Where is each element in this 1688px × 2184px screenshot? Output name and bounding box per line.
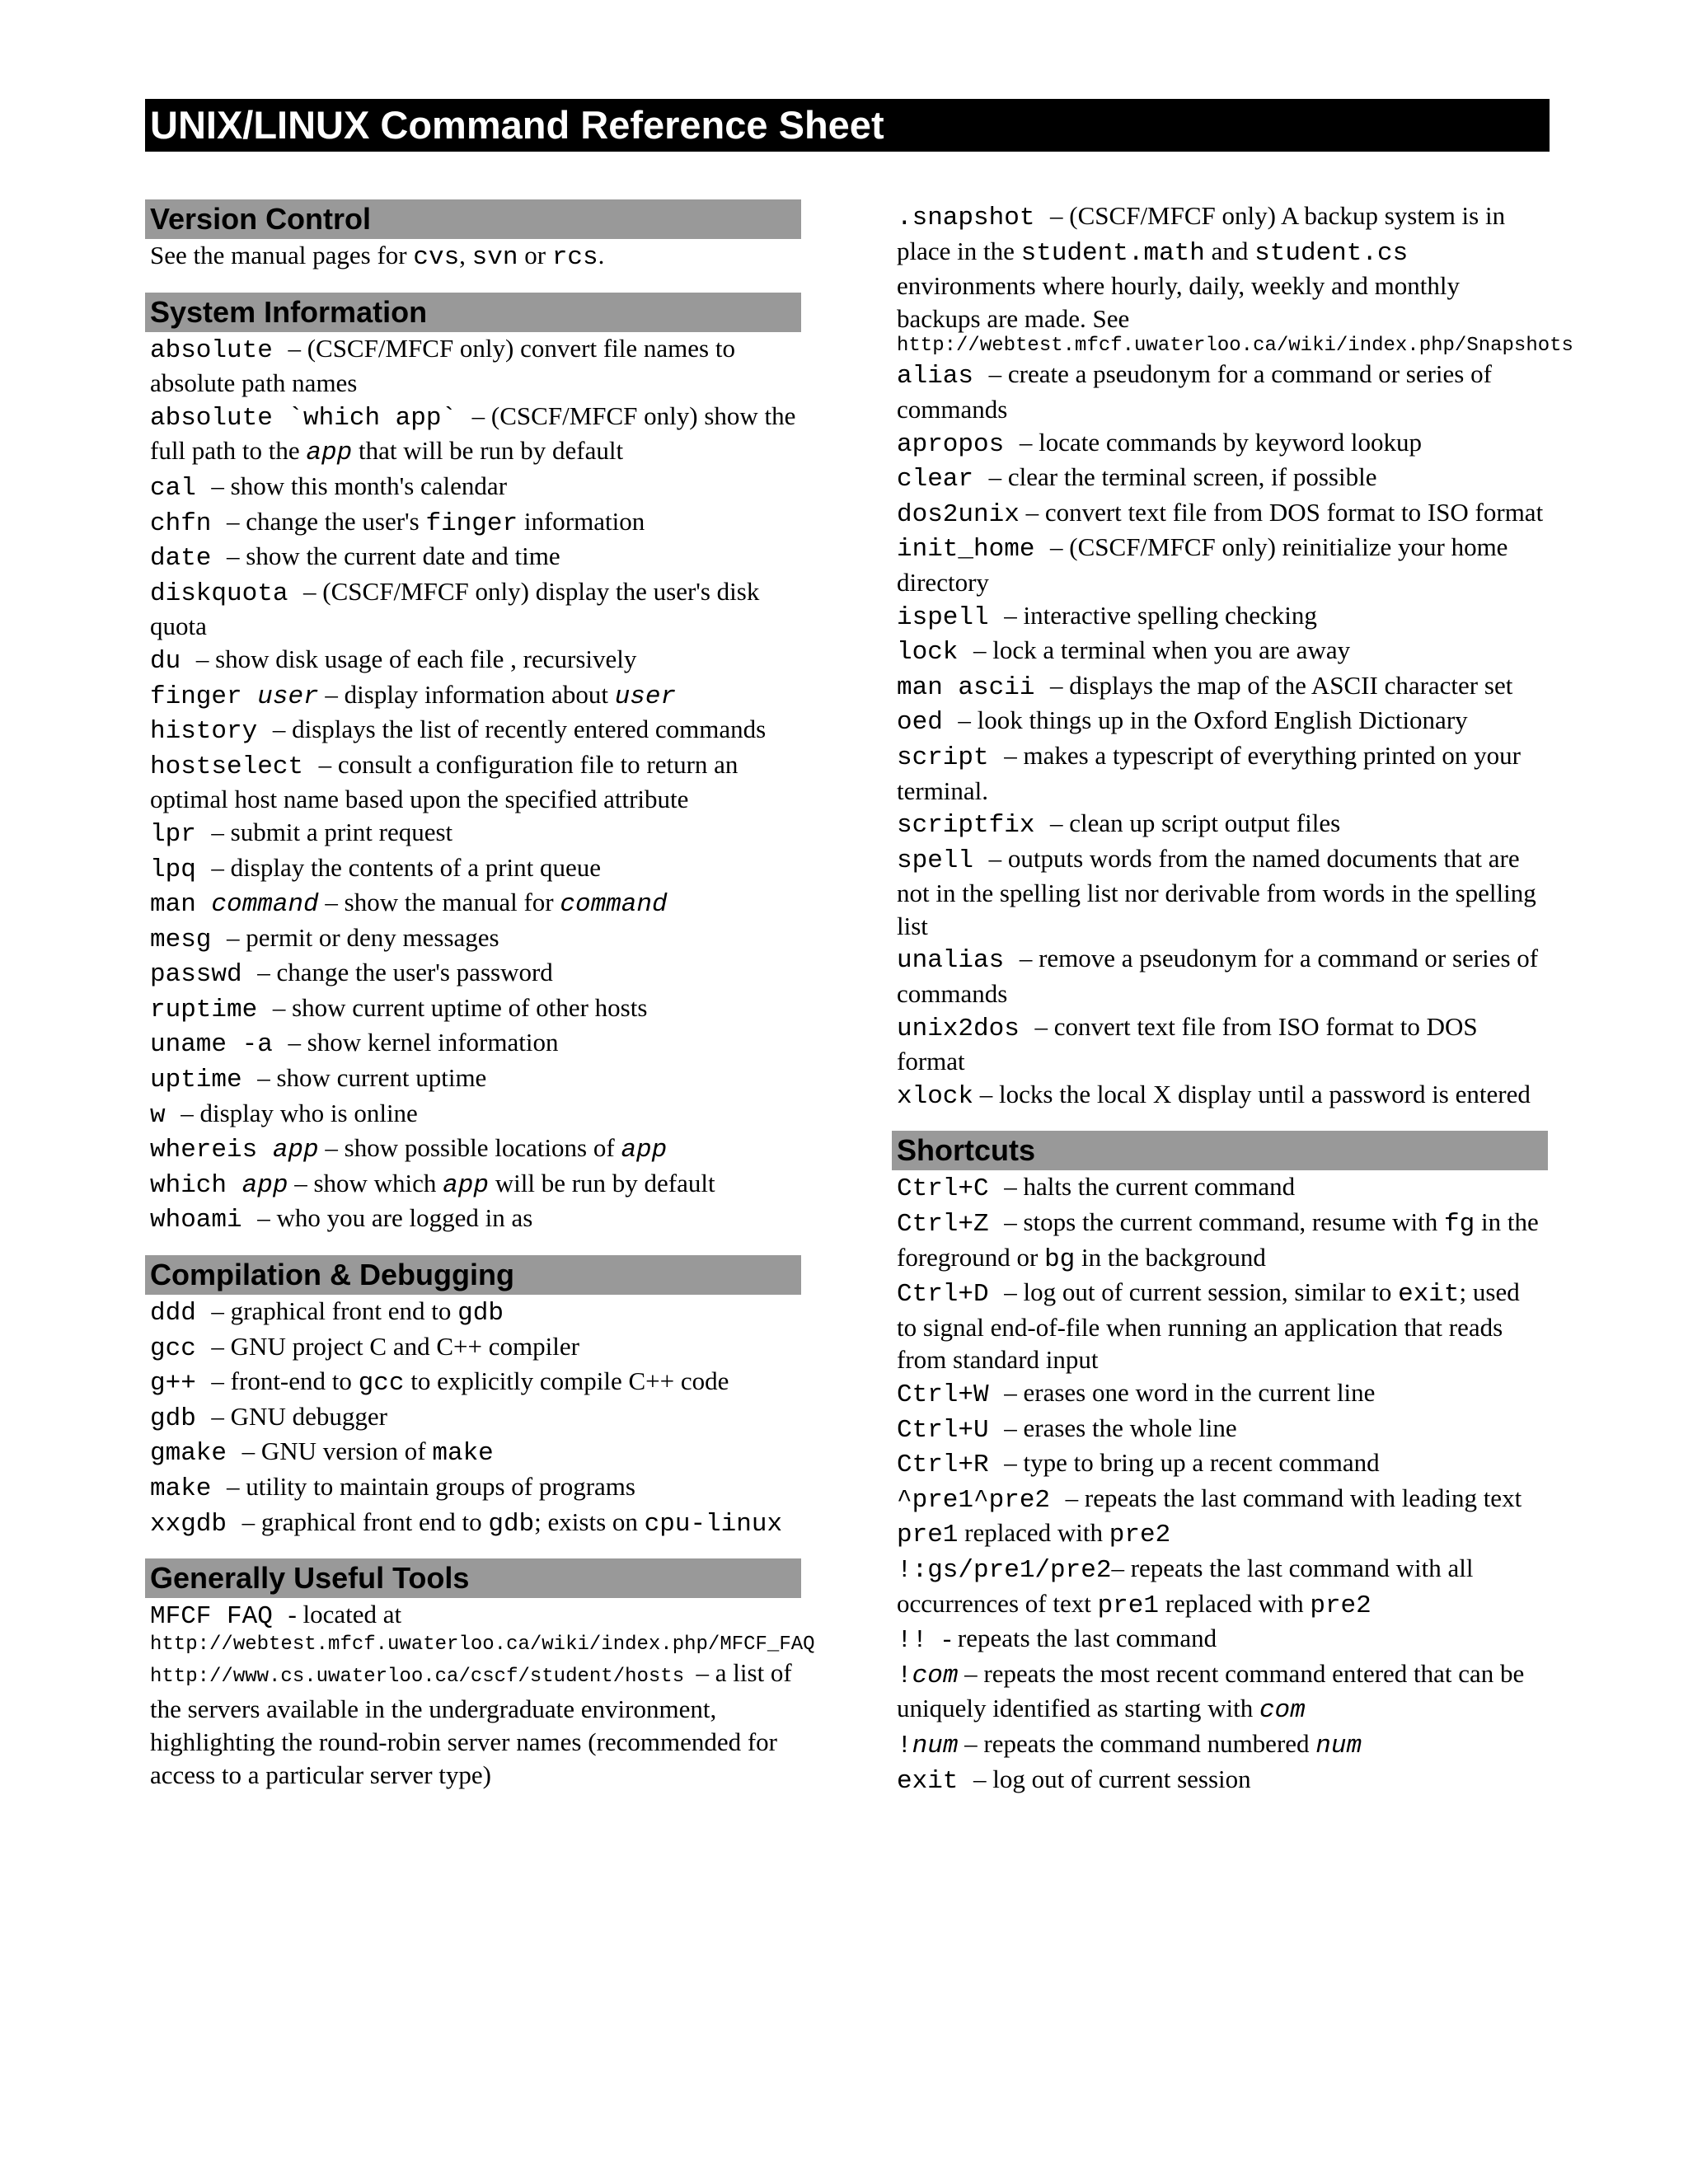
command-entry [892,531,1548,598]
entry-text: – submit a print request [211,817,453,846]
entry-text: – locks the local X display until a password is entered [973,1079,1531,1108]
command-name: mesg [150,925,227,954]
entry-text: – GNU debugger [211,1401,387,1431]
section-heading: Compilation & Debugging [145,1255,801,1295]
entry-text: – show the current date and time [227,541,560,571]
command-entry [145,921,801,957]
entry-text: – (CSCF/MFCF only) show the full path to the [150,401,796,466]
entry-text: – clear the terminal screen, if possible [988,462,1377,492]
entry-text: in the foreground or [897,1207,1539,1272]
command-name: Ctrl+Z [897,1210,1005,1240]
section-heading: Version Control [145,199,801,239]
command-entry [145,1202,801,1237]
entry-text: – display the contents of a print queue [211,852,602,882]
entry-text: replaced with [958,1518,1109,1548]
entry-text: – log out of current session [973,1764,1251,1793]
command-name: .snapshot [897,204,1051,232]
section-heading: Generally Useful Tools [145,1558,801,1598]
command-entry [145,1435,801,1470]
command-name: man ascii [897,673,1051,702]
command-entry [892,599,1548,635]
right-column [892,199,1573,1816]
command-entry [145,1167,801,1202]
command-name: unix2dos [897,1014,1035,1043]
url-text: http://www.cs.uwaterloo.ca/cscf/student/hosts [150,1665,696,1688]
command-name: gdb [457,1299,504,1329]
command-entry [145,1365,801,1400]
command-name: app [241,1170,288,1200]
entry-text: – display information about [318,679,615,709]
command-entry [145,470,801,505]
command-entry [892,426,1548,462]
command-name: absolute `which app` [150,403,472,433]
command-entry [892,461,1548,496]
command-entry [892,739,1548,807]
command-entry [145,748,801,816]
entry-text: – a list of the servers available in the undergraduate environment, highlighting the round-robin server names (recommended for access to a particular server type) [150,1657,792,1789]
command-name: ! [897,1731,912,1760]
entry-text: – graphical front end to [241,1507,489,1536]
command-entry [145,713,801,748]
url-text: http://webtest.mfcf.uwaterloo.ca/wiki/index.php/MFCF_FAQ [150,1633,815,1656]
command-entry [145,956,801,991]
entry-text: – show possible locations of [318,1133,621,1163]
command-name: rcs [551,243,598,272]
command-name: bg [1044,1244,1076,1274]
command-name: gcc [150,1333,212,1363]
command-entry [145,816,801,851]
entry-text: - repeats the last command [942,1624,1217,1653]
entry-text: – erases one word in the current line [1004,1378,1376,1407]
command-name: apropos [897,429,1020,459]
section-heading: System Information [145,293,801,332]
command-entry [892,1552,1548,1622]
entry-text: in the background [1075,1242,1266,1272]
entry-text: to explicitly compile C++ code [404,1366,729,1396]
entry-text: – consult a configuration file to return an optimal host name based upon the specified attribute [150,749,738,814]
section-version-control [145,199,801,274]
command-entry [145,1598,815,1657]
command-name: finger [150,682,258,711]
command-name: app [306,438,353,468]
command-entry [145,540,801,575]
command-name: passwd [150,960,258,990]
command-entry [145,1330,801,1366]
command-entry [892,704,1548,739]
command-name: history [150,717,273,747]
entry-text: – convert text file from DOS format to ISO format [1019,497,1544,527]
command-entry [145,400,801,470]
page-title: UNIX/LINUX Command Reference Sheet [145,99,1550,152]
command-name: gdb [150,1404,212,1433]
command-name: ! [897,1661,912,1690]
command-entry [892,634,1548,669]
command-name: which [150,1170,242,1200]
command-name: cvs [413,243,460,272]
command-name: uptime [150,1066,258,1095]
command-entry [145,1026,801,1062]
section-heading: Shortcuts [892,1131,1548,1170]
entry-text: – displays the list of recently entered commands [272,715,767,744]
entry-text: – show kernel information [288,1028,559,1057]
command-name: man [150,890,212,920]
command-name: user [614,682,677,711]
command-entry [892,1170,1548,1206]
command-entry [892,1376,1548,1412]
command-name: spell [897,846,989,875]
command-name: ruptime [150,995,273,1024]
command-name: make [432,1439,494,1469]
entry-text: , [459,241,472,269]
entry-text: – show the manual for [318,888,560,917]
command-name: pre2 [1310,1591,1372,1620]
command-name: fg [1444,1210,1475,1240]
command-name: cpu-linux [644,1509,783,1539]
command-name: Ctrl+W [897,1380,1005,1409]
section-generally-useful-tools [145,1558,815,1791]
command-entry [145,332,801,400]
command-entry [892,1206,1548,1276]
command-name: com [912,1661,959,1690]
command-entry [892,1657,1548,1727]
entry-text: – log out of current session, similar to [1004,1277,1399,1307]
entry-text: replaced with [1159,1588,1311,1618]
entry-text: – front-end to [211,1366,359,1396]
entry-text: or [518,241,552,269]
command-name: hostselect [150,752,319,781]
entry-text: - located at [288,1600,402,1629]
command-entry [145,1400,801,1436]
command-name: svn [471,243,518,272]
command-entry [892,199,1573,358]
entry-text: – lock a terminal when you are away [973,635,1351,665]
command-name: Ctrl+U [897,1415,1005,1445]
entry-text: – repeats the command numbered [958,1728,1316,1758]
command-entry [145,1506,801,1541]
entry-text: and [1204,236,1255,265]
command-name: command [211,890,319,920]
command-entry [145,575,801,643]
command-entry [892,942,1548,1010]
entry-text: – change the user's password [257,958,553,987]
command-entry [145,886,801,921]
command-entry [145,239,801,274]
entry-text: – show current uptime of other hosts [272,992,648,1022]
entry-text: will be run by default [488,1168,715,1197]
command-entry [892,807,1548,842]
command-name: ispell [897,602,1005,632]
command-name: pre1 [1097,1591,1159,1620]
command-entry [145,1295,801,1330]
command-name: app [621,1136,668,1165]
entry-text: – (CSCF/MFCF only) A backup system is in place in the [897,201,1506,265]
entry-text: – clean up script output files [1050,808,1341,838]
command-entry [145,1470,801,1506]
command-name: pre1 [897,1521,959,1550]
command-entry [892,1010,1548,1078]
entry-text: . [598,241,605,269]
command-name: scriptfix [897,811,1051,841]
url-text: http://webtest.mfcf.uwaterloo.ca/wiki/index.php/Snapshots [897,335,1573,358]
command-name: Ctrl+C [897,1174,1005,1204]
entry-text: – display who is online [181,1098,418,1127]
command-name: exit [1398,1280,1460,1310]
command-name: xxgdb [150,1509,242,1539]
section-shortcuts [892,1131,1548,1797]
command-entry [892,496,1548,532]
entry-text: – create a pseudonym for a command or series of commands [897,359,1492,424]
command-entry [892,1727,1548,1763]
command-name: whoami [150,1206,258,1235]
entry-text: – show which [288,1168,443,1197]
entry-text: – (CSCF/MFCF only) display the user's disk quota [150,576,760,641]
command-name: g++ [150,1369,212,1399]
command-name: lpq [150,855,212,884]
command-name: make [150,1474,227,1503]
entry-text: – who you are logged in as [257,1203,533,1233]
command-name: script [897,743,1005,772]
command-name: app [443,1170,489,1200]
command-name: app [272,1136,319,1165]
command-entry [145,643,801,678]
command-name: lpr [150,819,212,849]
section-system-information [145,293,801,1237]
entry-text: – (CSCF/MFCF only) reinitialize your home directory [897,532,1508,597]
command-name: uname -a [150,1030,288,1060]
command-name: oed [897,708,959,738]
entry-text: – show this month's calendar [211,471,508,500]
entry-text: – halts the current command [1004,1172,1296,1202]
command-name: exit [897,1766,974,1796]
entry-text: ; used to signal end-of-file when running an application that reads from standard input [897,1277,1520,1375]
entry-text: – show disk usage of each file , recursively [195,644,637,673]
entry-text: environments where hourly, daily, weekly and monthly backups are made. See [897,271,1460,333]
command-entry [892,1622,1548,1657]
entry-text: information [518,506,645,536]
entry-text: – look things up in the Oxford English Dictionary [958,705,1468,735]
command-entry [892,842,1548,943]
command-name: student.cs [1254,238,1409,268]
entry-text: – erases the whole line [1004,1413,1237,1442]
entry-text: – repeats the last command with all occurrences of text [897,1553,1474,1618]
command-entry [145,1062,801,1097]
entry-text: – change the user's [227,506,426,536]
entry-text: – locate commands by keyword lookup [1019,427,1422,457]
command-name: command [560,890,668,920]
command-entry [892,1078,1548,1113]
command-entry [892,1446,1548,1482]
command-name: pre2 [1109,1521,1171,1550]
command-entry [892,1763,1548,1798]
entry-text: See the manual pages for [150,241,414,269]
command-entry [145,1132,801,1167]
command-name: student.math [1020,238,1205,268]
command-entry [145,1657,801,1791]
command-entry [145,851,801,887]
entry-text: – remove a pseudonym for a command or series of commands [897,944,1539,1009]
entry-text: – makes a typescript of everything printed on your terminal. [897,740,1521,805]
command-name: dos2unix [897,499,1020,529]
entry-text: – convert text file from ISO format to DOS format [897,1011,1478,1076]
command-name: date [150,544,227,574]
entry-text: – displays the map of the ASCII character set [1050,670,1513,700]
command-name: unalias [897,946,1020,976]
command-entry [145,505,801,541]
section-misc-commands [892,199,1573,1113]
command-entry [145,1097,801,1132]
entry-text: – graphical front end to [211,1296,458,1326]
entry-text: ; exists on [534,1507,645,1536]
left-column [145,199,815,1809]
entry-text: – repeats the last command with leading text [1065,1483,1522,1512]
command-entry [892,669,1548,705]
command-name: chfn [150,509,227,538]
command-name: com [1259,1696,1306,1726]
entry-text: – (CSCF/MFCF only) convert file names to absolute path names [150,333,735,398]
entry-text: – utility to maintain groups of programs [227,1472,635,1501]
command-name: w [150,1100,181,1130]
command-name: absolute [150,335,288,365]
command-name: !! [897,1626,943,1656]
command-entry [892,1276,1548,1376]
command-name: Ctrl+D [897,1280,1005,1310]
command-name: alias [897,362,989,391]
command-entry [892,358,1548,425]
entry-text: – repeats the most recent command entered that can be uniquely identified as starting with [897,1658,1525,1723]
command-entry [145,991,801,1027]
entry-text: – outputs words from the named documents that are not in the spelling list nor derivable from words in the spelling list [897,843,1536,940]
command-name: lock [897,638,974,668]
command-name: gmake [150,1439,242,1469]
command-entry [892,1412,1548,1447]
command-name: xlock [897,1081,974,1111]
command-name: !:gs/pre1/pre2 [897,1555,1112,1585]
command-name: MFCF FAQ [150,1602,288,1632]
command-name: gcc [358,1369,405,1399]
section-compilation-debugging [145,1255,801,1540]
entry-text: – show current uptime [257,1063,487,1093]
command-name: clear [897,465,989,494]
command-entry [892,1482,1548,1552]
command-name: du [150,646,196,676]
entry-text: that will be run by default [352,436,624,466]
command-name: cal [150,473,212,503]
entry-text: – permit or deny messages [227,922,499,952]
entry-text: – GNU project C and C++ compiler [211,1331,579,1361]
command-name: ddd [150,1299,212,1329]
command-name: ^pre1^pre2 [897,1485,1066,1515]
command-name: user [257,682,319,711]
entry-text: – type to bring up a recent command [1004,1448,1380,1478]
command-name: num [912,1731,959,1760]
command-name: num [1315,1731,1362,1760]
command-name: diskquota [150,579,304,608]
command-name: Ctrl+R [897,1451,1005,1480]
command-name: finger [425,509,518,538]
entry-text: – GNU version of [241,1436,433,1466]
entry-text: – stops the current command, resume with [1004,1207,1445,1237]
command-entry [145,678,801,714]
command-name: gdb [488,1509,535,1539]
command-name: whereis [150,1136,273,1165]
command-name: init_home [897,535,1051,565]
entry-text: – interactive spelling checking [1004,600,1317,630]
